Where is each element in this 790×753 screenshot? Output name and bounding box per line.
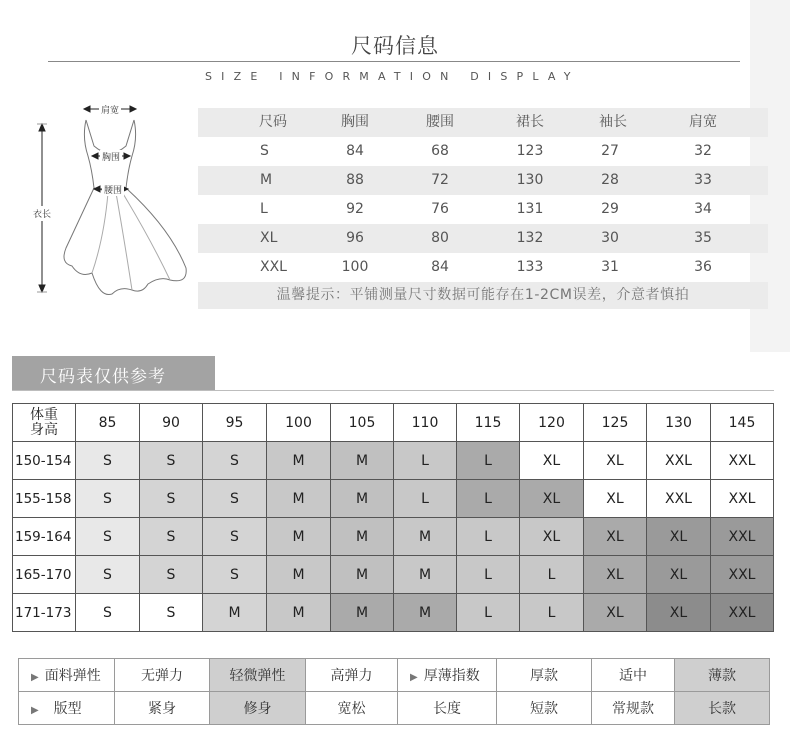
weight-cell: 105	[331, 404, 394, 442]
size-cell: S	[76, 594, 140, 632]
weight-cell: 130	[647, 404, 711, 442]
size-cell: S	[140, 594, 203, 632]
option-regular: 常规款	[592, 692, 675, 725]
value-cell: 88	[346, 172, 364, 188]
height-row	[13, 442, 774, 480]
size-cell: L	[394, 442, 457, 480]
weight-cell: 95	[203, 404, 267, 442]
value-cell: 80	[431, 230, 449, 246]
value-cell: 35	[694, 230, 712, 246]
size-cell: XXL	[711, 442, 774, 480]
header-cell: 胸围	[341, 114, 369, 130]
value-cell: 123	[516, 143, 544, 159]
measurement-note: 温馨提示：平铺测量尺寸数据可能存在1-2CM误差，介意者慎拍	[198, 282, 768, 309]
size-info-row	[198, 253, 768, 282]
size-cell: S	[260, 143, 269, 159]
value-cell: 27	[601, 143, 619, 159]
header-cell: 袖长	[599, 114, 627, 130]
size-cell: S	[140, 556, 203, 594]
value-cell: 29	[601, 201, 619, 217]
corner-height-label: 身高	[30, 421, 58, 438]
header-cell: 腰围	[426, 114, 454, 130]
size-cell: S	[203, 518, 267, 556]
size-cell: XL	[647, 594, 711, 632]
size-cell: XL	[584, 442, 647, 480]
height-cell: 159-164	[13, 518, 76, 556]
value-cell: 84	[346, 143, 364, 159]
size-cell: M	[394, 594, 457, 632]
weight-cell: 125	[584, 404, 647, 442]
value-cell: 131	[516, 201, 544, 217]
size-cell: XL	[647, 556, 711, 594]
height-cell: 165-170	[13, 556, 76, 594]
height-row	[13, 480, 774, 518]
triangle-right-icon: ▶	[410, 672, 418, 683]
triangle-right-icon: ▶	[31, 672, 39, 683]
size-cell: XL	[584, 518, 647, 556]
weight-header-row	[13, 404, 774, 442]
size-cell: L	[260, 201, 268, 217]
size-cell: S	[140, 518, 203, 556]
size-cell: M	[267, 518, 331, 556]
size-cell: XL	[647, 518, 711, 556]
size-info-row	[198, 224, 768, 253]
size-cell: L	[457, 442, 520, 480]
value-cell: 72	[431, 172, 449, 188]
size-cell: L	[457, 518, 520, 556]
value-cell: 92	[346, 201, 364, 217]
option-loose: 宽松	[306, 692, 398, 725]
header-cell: 肩宽	[689, 114, 717, 130]
size-cell: L	[394, 480, 457, 518]
size-cell: XL	[520, 442, 584, 480]
triangle-right-icon: ▶	[31, 705, 39, 716]
size-chart-title: 尺码表仅供参考	[40, 367, 166, 387]
value-cell: 30	[601, 230, 619, 246]
size-cell: L	[520, 556, 584, 594]
value-cell: 100	[341, 259, 369, 275]
chest-label: 胸围	[100, 150, 122, 163]
fit-label: ▶ 版型	[19, 692, 115, 725]
option-thick: 厚款	[497, 659, 592, 692]
size-cell: XXL	[647, 480, 711, 518]
size-cell: XXL	[711, 518, 774, 556]
dress-outline-icon	[20, 98, 195, 303]
option-slight-stretch: 轻微弹性	[210, 659, 306, 692]
length-label: 衣长	[33, 206, 51, 221]
dress-diagram	[20, 98, 195, 303]
size-info-row	[198, 195, 768, 224]
corner-cell	[13, 404, 76, 442]
size-cell: XL	[520, 518, 584, 556]
size-cell: S	[140, 442, 203, 480]
size-cell: M	[394, 518, 457, 556]
size-cell: XXL	[647, 442, 711, 480]
option-tight: 紧身	[115, 692, 210, 725]
height-row	[13, 518, 774, 556]
height-cell: 171-173	[13, 594, 76, 632]
height-cell: 155-158	[13, 480, 76, 518]
value-cell: 33	[694, 172, 712, 188]
option-slim: 修身	[210, 692, 306, 725]
value-cell: 32	[694, 143, 712, 159]
size-cell: L	[457, 556, 520, 594]
size-cell: M	[331, 442, 394, 480]
corner-weight-label: 体重	[30, 406, 58, 423]
size-cell: XXL	[711, 556, 774, 594]
weight-cell: 120	[520, 404, 584, 442]
size-cell: M	[267, 594, 331, 632]
weight-cell: 100	[267, 404, 331, 442]
size-cell: S	[76, 518, 140, 556]
option-long: 长款	[675, 692, 770, 725]
size-chart-banner	[12, 356, 215, 390]
size-chart-grid	[12, 403, 774, 632]
value-cell: 36	[694, 259, 712, 275]
page-subtitle: SIZE INFORMATION DISPLAY	[205, 70, 580, 83]
value-cell: 130	[516, 172, 544, 188]
size-cell: XXL	[711, 594, 774, 632]
value-cell: 132	[516, 230, 544, 246]
size-cell: S	[140, 480, 203, 518]
page-title: 尺码信息	[351, 34, 439, 58]
attribute-row	[19, 659, 770, 692]
size-cell: M	[260, 172, 273, 188]
title-divider	[48, 61, 740, 62]
waist-label: 腰围	[102, 183, 124, 196]
garment-attributes	[18, 658, 770, 725]
value-cell: 76	[431, 201, 449, 217]
value-cell: 96	[346, 230, 364, 246]
height-row	[13, 556, 774, 594]
size-cell: L	[457, 594, 520, 632]
size-info-row	[198, 137, 768, 166]
weight-cell: 110	[394, 404, 457, 442]
size-cell: S	[76, 480, 140, 518]
option-no-stretch: 无弹力	[115, 659, 210, 692]
size-cell: XL	[260, 230, 278, 246]
option-high-stretch: 高弹力	[306, 659, 398, 692]
weight-cell: 90	[140, 404, 203, 442]
size-cell: S	[203, 480, 267, 518]
header-cell: 裙长	[516, 114, 544, 130]
height-row	[13, 594, 774, 632]
size-cell: M	[267, 480, 331, 518]
weight-cell: 115	[457, 404, 520, 442]
size-cell: M	[331, 518, 394, 556]
value-cell: 34	[694, 201, 712, 217]
fabric-elasticity-label: ▶ 面料弹性	[19, 659, 115, 692]
size-cell: XL	[584, 594, 647, 632]
size-cell: M	[394, 556, 457, 594]
size-cell: XL	[520, 480, 584, 518]
value-cell: 31	[601, 259, 619, 275]
size-cell: XL	[584, 556, 647, 594]
size-info-row	[198, 166, 768, 195]
option-short: 短款	[497, 692, 592, 725]
size-cell: S	[203, 556, 267, 594]
value-cell: 28	[601, 172, 619, 188]
size-cell: S	[203, 442, 267, 480]
size-cell: M	[203, 594, 267, 632]
attribute-row	[19, 692, 770, 725]
shoulder-label: 肩宽	[99, 103, 121, 116]
size-cell: M	[267, 442, 331, 480]
banner-divider	[12, 390, 774, 391]
size-cell: M	[331, 480, 394, 518]
length-label: 长度	[398, 692, 497, 725]
size-cell: XXL	[260, 259, 287, 275]
value-cell: 68	[431, 143, 449, 159]
option-medium: 适中	[592, 659, 675, 692]
weight-cell: 85	[76, 404, 140, 442]
weight-cell: 145	[711, 404, 774, 442]
thickness-label: ▶ 厚薄指数	[398, 659, 497, 692]
size-cell: L	[520, 594, 584, 632]
size-cell: M	[331, 594, 394, 632]
value-cell: 133	[516, 259, 544, 275]
size-cell: XXL	[711, 480, 774, 518]
size-cell: XL	[584, 480, 647, 518]
size-info-header-row	[198, 108, 768, 137]
size-cell: L	[457, 480, 520, 518]
size-cell: S	[76, 556, 140, 594]
value-cell: 84	[431, 259, 449, 275]
option-thin: 薄款	[675, 659, 770, 692]
size-cell: S	[76, 442, 140, 480]
size-cell: M	[267, 556, 331, 594]
header-cell: 尺码	[259, 114, 287, 130]
size-cell: M	[331, 556, 394, 594]
height-cell: 150-154	[13, 442, 76, 480]
